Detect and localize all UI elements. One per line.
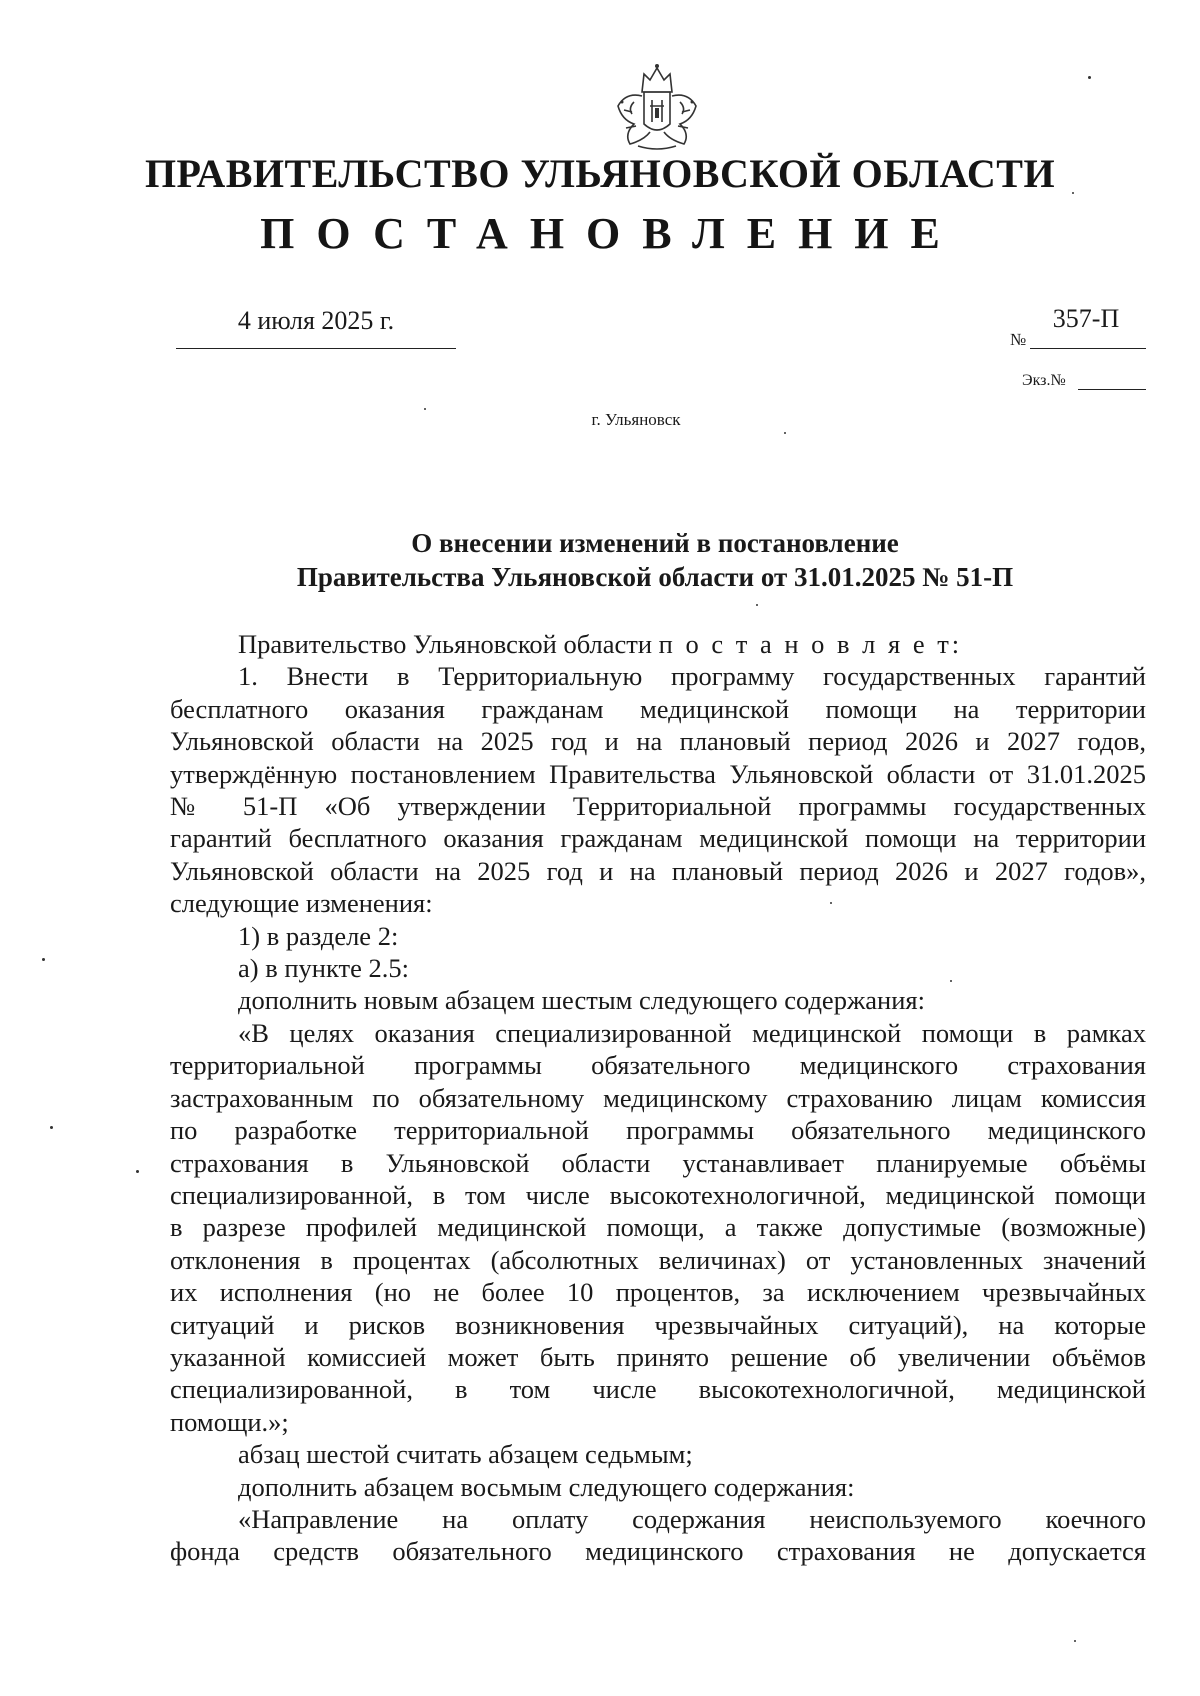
body-line: указанной комиссией может быть принято решение об увеличении объёмов (170, 1341, 1146, 1372)
number-underline (1030, 348, 1146, 349)
document-subject (0, 526, 1200, 594)
body-line: территориальной программы обязательного медицинского страхования (170, 1050, 1146, 1081)
government-title: ПРАВИТЕЛЬСТВО УЛЬЯНОВСКОЙ ОБЛАСТИ (144, 151, 1056, 196)
body-line: Ульяновской области на 2025 год и на плановый период 2026 и 2027 годов», (170, 855, 1146, 886)
body-line: Правительство Ульяновской области п о с т а н о в л я е т: (238, 629, 963, 659)
body-line: страхования в Ульяновской области устанавливает планируемые объёмы (170, 1147, 1146, 1178)
document-body (170, 628, 1146, 1568)
scan-speck (1088, 76, 1091, 79)
document-number: 357-П (1052, 304, 1120, 333)
body-line: их исполнения (но не более 10 процентов, за исключением чрезвычайных (170, 1277, 1146, 1308)
body-line: абзац шестой считать абзацем седьмым; (238, 1439, 693, 1470)
subject-line: О внесении изменений в постановление (411, 528, 899, 558)
body-line: в разрезе профилей медицинской помощи, а также допустимые (возможные) (170, 1212, 1146, 1243)
body-line: бесплатного оказания гражданам медицинской помощи на территории (170, 693, 1146, 724)
copy-number-label: Экз.№ (1022, 372, 1066, 389)
subject-line: Правительства Ульяновской области от 31.01.2025 № 51-П (296, 562, 1014, 592)
body-line: отклонения в процентах (абсолютных величинах) от установленных значений (170, 1244, 1146, 1275)
body-line: дополнить новым абзацем шестым следующего содержания: (238, 985, 925, 1016)
body-line: фонда средств обязательного медицинского страхования не допускается (170, 1536, 1146, 1567)
scan-speck (756, 604, 758, 606)
scan-speck (784, 432, 786, 434)
scan-speck (1074, 1640, 1076, 1642)
body-line: Ульяновской области на 2025 год и на плановый период 2026 и 2027 годов, (170, 726, 1146, 757)
body-line: № 51-П «Об утверждении Территориальной программы государственных (170, 791, 1146, 822)
document-type: ПОСТАНОВЛЕНИЕ (260, 209, 962, 258)
city: г. Ульяновск (591, 410, 681, 429)
body-line: гарантий бесплатного оказания гражданам медицинской помощи на территории (170, 823, 1146, 854)
scan-speck (950, 980, 952, 982)
body-line: специализированной, в том числе высокотехнологичной, медицинской помощи (170, 1179, 1146, 1210)
body-line: следующие изменения: (170, 888, 433, 919)
body-line: помощи.»; (170, 1406, 289, 1437)
body-line: 1. Внести в Территориальную программу государственных гарантий (238, 661, 1146, 692)
body-line: ситуаций и рисков возникновения чрезвычайных ситуаций), на которые (170, 1309, 1146, 1340)
body-line: «В целях оказания специализированной медицинской помощи в рамках (238, 1017, 1146, 1048)
scan-speck (136, 1170, 139, 1173)
coat-of-arms-icon (604, 62, 710, 152)
scan-speck (830, 902, 832, 904)
scan-speck (424, 408, 426, 410)
scan-speck (50, 1126, 53, 1129)
body-line: застрахованным по обязательному медицинскому страхованию лицам комиссия (170, 1082, 1146, 1113)
number-label: № (1010, 330, 1027, 349)
body-line: а) в пункте 2.5: (238, 953, 409, 984)
body-line: «Направление на оплату содержания неиспользуемого коечного (238, 1503, 1146, 1534)
body-line: дополнить абзацем восьмым следующего содержания: (238, 1471, 855, 1502)
body-line: специализированной, в том числе высокотехнологичной, медицинской (170, 1374, 1146, 1405)
scan-speck (42, 958, 45, 961)
scan-speck (1072, 192, 1074, 194)
document-date: 4 июля 2025 г. (237, 306, 395, 335)
emphasized-word: п о с т а н о в л я е т: (658, 629, 963, 659)
body-line: по разработке территориальной программы обязательного медицинского (170, 1115, 1146, 1146)
body-line: утверждённую постановлением Правительства Ульяновской области от 31.01.2025 (170, 758, 1146, 789)
body-line: 1) в разделе 2: (238, 920, 399, 951)
copy-number-underline (1078, 389, 1146, 390)
date-underline (176, 348, 456, 349)
